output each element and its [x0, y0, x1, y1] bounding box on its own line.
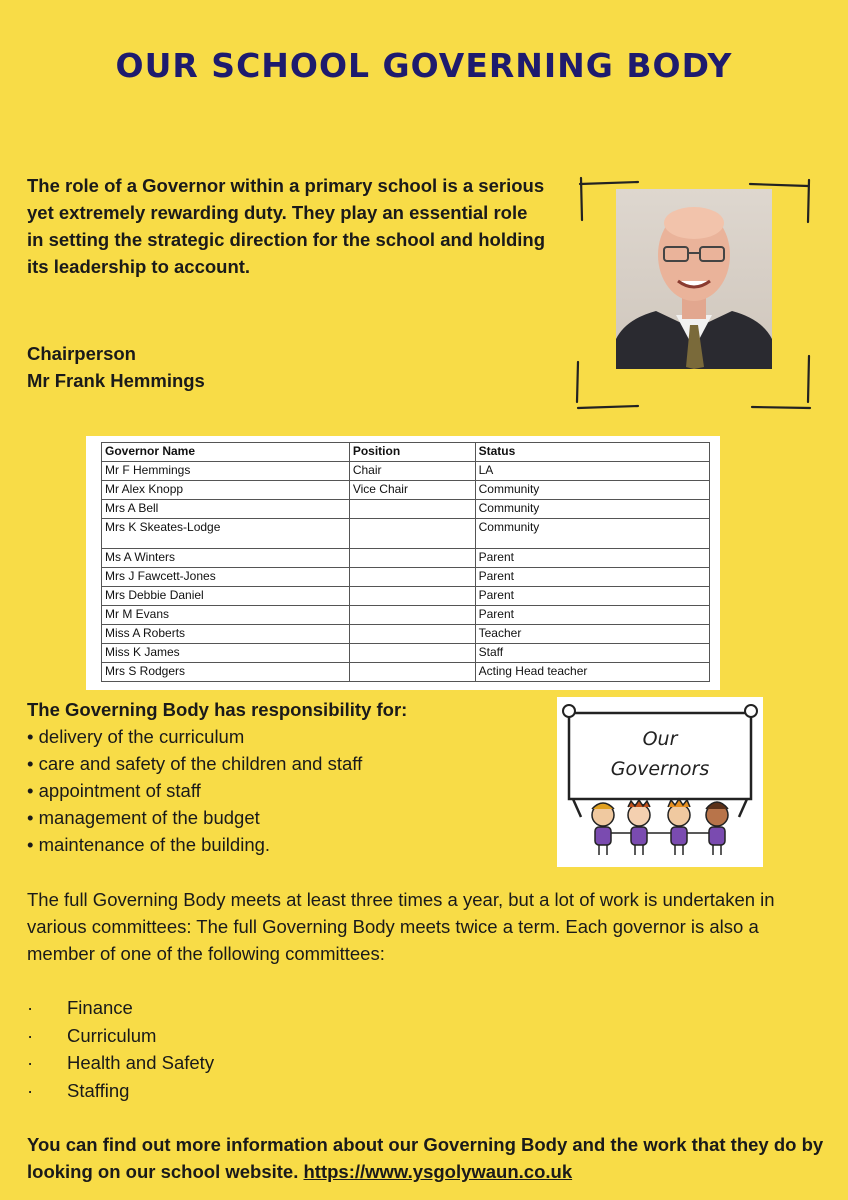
meetings-paragraph: The full Governing Body meets at least three times a year, but a lot of work is undertaken in various committees: The full Governing Body meets twice a term. Each governor is also a member of one of the following committees:: [27, 889, 775, 964]
footer-paragraph: [27, 1131, 827, 1185]
cell-name: Mr Alex Knopp: [102, 481, 350, 500]
banner-line1: Our: [642, 728, 678, 750]
children-banner-icon: [557, 697, 763, 867]
list-item: • appointment of staff: [27, 777, 547, 804]
governors-table-container: [86, 436, 720, 690]
list-item: [27, 1077, 214, 1105]
cell-name: Mrs A Bell: [102, 500, 350, 519]
committees-list: [27, 994, 214, 1104]
table-header-row: [102, 443, 710, 462]
header-status: Status: [475, 443, 709, 462]
cell-status: Staff: [475, 644, 709, 663]
cell-name: Ms A Winters: [102, 549, 350, 568]
cell-name: Miss K James: [102, 644, 350, 663]
bullet-dot: ·: [27, 997, 34, 1018]
cell-position: [349, 644, 475, 663]
cell-name: Mrs J Fawcett-Jones: [102, 568, 350, 587]
cell-name: Mrs Debbie Daniel: [102, 587, 350, 606]
table-row: [102, 606, 710, 625]
table-row: [102, 500, 710, 519]
cell-position: [349, 500, 475, 519]
list-item: • management of the budget: [27, 804, 547, 831]
table-row: [102, 568, 710, 587]
responsibility-section: [27, 696, 547, 858]
chair-photo-frame: [572, 172, 816, 414]
committee-label: Finance: [67, 997, 133, 1018]
cell-position: Vice Chair: [349, 481, 475, 500]
cell-status: Acting Head teacher: [475, 663, 709, 682]
table-row: [102, 587, 710, 606]
list-item: [27, 1049, 214, 1077]
table-row: [102, 663, 710, 682]
bullet-dot: ·: [27, 1024, 34, 1046]
list-item: [27, 1022, 214, 1050]
our-governors-illustration: [557, 697, 763, 867]
cell-name: Miss A Roberts: [102, 625, 350, 644]
bullet-dot: ·: [27, 1079, 34, 1101]
cell-position: [349, 606, 475, 625]
page-title: OUR SCHOOL GOVERNING BODY: [115, 46, 733, 85]
table-row: [102, 462, 710, 481]
cell-position: [349, 625, 475, 644]
bullet-dot: ·: [27, 1052, 34, 1073]
list-item: • delivery of the curriculum: [27, 723, 547, 750]
chairperson-name: Mr Frank Hemmings: [27, 370, 205, 391]
table-row: [102, 644, 710, 663]
cell-status: Community: [475, 500, 709, 519]
committee-label: Curriculum: [67, 1024, 157, 1046]
responsibility-list: [27, 723, 547, 858]
cell-position: [349, 587, 475, 606]
header-position: Position: [349, 443, 475, 462]
responsibility-heading: The Governing Body has responsibility for:: [27, 699, 408, 720]
cell-name: Mr F Hemmings: [102, 462, 350, 481]
cell-status: Community: [475, 519, 709, 549]
website-link[interactable]: https://www.ysgolywaun.co.uk: [303, 1161, 573, 1182]
banner-line2: Governors: [610, 758, 710, 780]
table-row: [102, 481, 710, 500]
table-row: [102, 549, 710, 568]
person-portrait-icon: [616, 189, 772, 369]
cell-status: Parent: [475, 587, 709, 606]
cell-status: LA: [475, 462, 709, 481]
cell-position: [349, 519, 475, 549]
list-item: • care and safety of the children and staff: [27, 750, 547, 777]
governors-table: [101, 442, 710, 682]
cell-name: Mrs K Skeates-Lodge: [102, 519, 350, 549]
table-row: [102, 625, 710, 644]
cell-position: [349, 549, 475, 568]
cell-status: Community: [475, 481, 709, 500]
footer-text: You can find out more information about our Governing Body and the work that they do by looking on our school website.: [27, 1134, 824, 1182]
chair-photo: [616, 189, 772, 369]
cell-position: Chair: [349, 462, 475, 481]
cell-status: Parent: [475, 549, 709, 568]
cell-status: Parent: [475, 606, 709, 625]
intro-paragraph: The role of a Governor within a primary school is a serious yet extremely rewarding duty. They play an essential role in setting the strategic direction for the school and holding its leadership to account.: [27, 175, 546, 277]
cell-status: Teacher: [475, 625, 709, 644]
header-governor-name: Governor Name: [102, 443, 350, 462]
chairperson-label: Chairperson: [27, 343, 136, 364]
committee-label: Health and Safety: [67, 1052, 215, 1073]
table-row: [102, 519, 710, 549]
cell-status: Parent: [475, 568, 709, 587]
committee-label: Staffing: [67, 1079, 130, 1101]
list-item: • maintenance of the building.: [27, 831, 547, 858]
cell-name: Mr M Evans: [102, 606, 350, 625]
cell-position: [349, 568, 475, 587]
chairperson-block: [27, 340, 205, 394]
cell-name: Mrs S Rodgers: [102, 663, 350, 682]
cell-position: [349, 663, 475, 682]
list-item: [27, 994, 214, 1022]
